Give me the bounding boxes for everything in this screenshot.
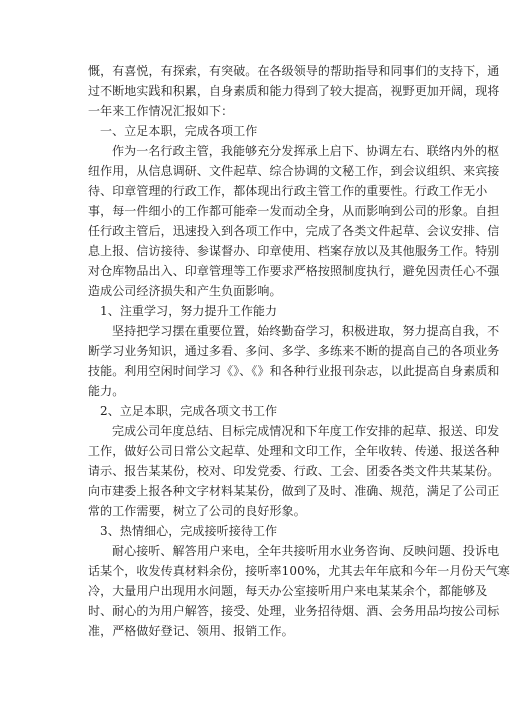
- body-line: 待、印章管理的行政工作，都体现出行政主管工作的重要性。行政工作无小: [88, 184, 488, 198]
- body-line: 事，每一件细小的工作都可能牵一发而动全身，从而影响到公司的形象。自担: [88, 204, 500, 218]
- paragraph-first-line: 完成公司年度总结、目标完成情况和下年度工作安排的起草、报送、印发: [112, 424, 500, 438]
- body-line: 纽作用，从信息调研、文件起草、综合协调的文秘工作，到会议组织、来宾接: [88, 164, 500, 178]
- body-line: 准，严格做好登记、领用、报销工作。: [88, 624, 294, 638]
- paragraph-first-line: 坚持把学习摆在重要位置，始终勤奋学习，积极进取，努力提高自我，不: [112, 324, 500, 338]
- body-line: 向市建委上报各种文字材料某某份，做到了及时、准确、规范，满足了公司正: [88, 484, 500, 498]
- body-line: 技能。利用空闲时间学习《》、《》和各种行业报刊杂志，以此提高自身素质和: [88, 364, 500, 378]
- body-line: 一年来工作情况汇报如下：: [88, 104, 234, 118]
- body-line: 冷，大量用户出现用水问题，每天办公室接听用户来电某某余个，都能够及: [88, 584, 488, 598]
- body-line: 任行政主管后，迅速投入到各项工作中，完成了各类文件起草、会议安排、信: [88, 224, 500, 238]
- body-line: 息上报、信访接待、参谋督办、印章使用、档案存放以及其他服务工作。特别: [88, 244, 500, 258]
- body-line: 常的工作需要，树立了公司的良好形象。: [88, 504, 306, 518]
- body-line: 时、耐心的为用户解答，接受、处理，业务招待烟、酒、会务用品均按公司标: [88, 604, 500, 618]
- body-line: 慨，有喜悦，有探索，有突破。在各级领导的帮助指导和同事们的支持下，通: [88, 64, 500, 78]
- body-line: 过不断地实践和积累，自身素质和能力得到了较大提高，视野更加开阔，现将: [88, 84, 500, 98]
- subsection-heading: 2、立足本职，完成各项文书工作: [100, 404, 278, 418]
- paragraph-first-line: 作为一名行政主管，我能够充分发挥承上启下、协调左右、联络内外的枢: [112, 144, 500, 158]
- subsection-heading: 1、注重学习，努力提升工作能力: [100, 304, 278, 318]
- body-line: 对仓库物品出入、印章管理等工作要求严格按照制度执行，避免因责任心不强: [88, 264, 500, 278]
- paragraph-first-line: 耐心接听、解答用户来电，全年共接听用水业务咨询、反映问题、投诉电: [112, 544, 500, 558]
- subsection-heading: 3、热情细心，完成接听接待工作: [100, 524, 278, 538]
- body-line: 请示、报告某某份，校对、印发党委、行政、工会、团委各类文件共某某份。: [88, 464, 500, 478]
- section-heading: 一、立足本职，完成各项工作: [100, 124, 258, 138]
- body-line: 工作，做好公司日常公文起草、处理和文印工作，全年收转、传递、报送各种: [88, 444, 500, 458]
- body-line: 话某个，收发传真材料余份，接听率100%，尤其去年年底和今年一月份天气寒: [88, 564, 510, 578]
- body-line: 断学习业务知识，通过多看、多问、多学、多练来不断的提高自己的各项业务: [88, 344, 500, 358]
- body-line: 造成公司经济损失和产生负面影响。: [88, 284, 282, 298]
- body-line: 能力。: [88, 384, 125, 398]
